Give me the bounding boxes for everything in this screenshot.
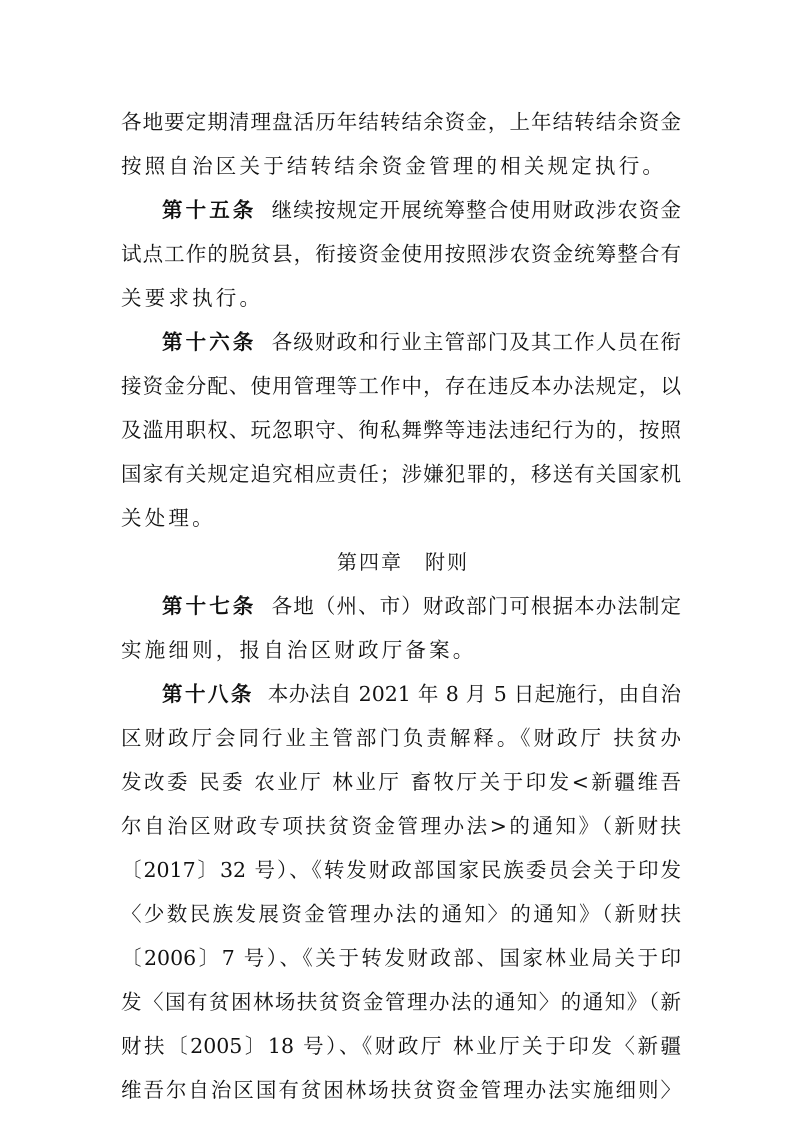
text-line: 国家有关规定追究相应责任；涉嫌犯罪的，移送有关国家机 (121, 462, 681, 486)
article-15-label: 第十五条 (162, 198, 257, 222)
text-line: 发〈国有贫困林场扶贫资金管理办法的通知〉的通知》（新 (121, 990, 681, 1014)
chapter-heading (121, 540, 681, 584)
text-line: 维吾尔自治区国有贫困林场扶贫资金管理办法实施细则〉 (121, 1078, 681, 1102)
text-line: 试点工作的脱贫县，衔接资金使用按照涉农资金统筹整合有 (121, 242, 681, 266)
text-line: 接资金分配、使用管理等工作中，存在违反本办法规定，以 (121, 374, 681, 398)
article-17-text: 各地（州、市）财政部门可根据本办法制定 (271, 594, 682, 618)
article-18-first-line (121, 672, 681, 716)
article-18-label: 第十八条 (162, 682, 254, 706)
text-line: 实施细则，报自治区财政厅备案。 (121, 638, 477, 662)
text-line: 发改委 民委 农业厅 林业厅 畜牧厅关于印发<新疆维吾 (121, 770, 681, 794)
article-16-label: 第十六条 (162, 330, 257, 354)
text-line: 按照自治区关于结转结余资金管理的相关规定执行。 (121, 154, 667, 178)
article-16-first-line (121, 320, 681, 364)
article-16-text: 各级财政和行业主管部门及其工作人员在衔 (271, 330, 682, 354)
text-line: 〔2006〕7 号）、《关于转发财政部、国家林业局关于印 (121, 946, 681, 970)
text-line: 〈少数民族发展资金管理办法的通知〉的通知》（新财扶 (121, 902, 681, 926)
text-line: 尔自治区财政专项扶贫资金管理办法>的通知》（新财扶 (121, 814, 681, 838)
article-17-label: 第十七条 (162, 594, 257, 618)
document-body (121, 100, 681, 1112)
text-line: 各地要定期清理盘活历年结转结余资金，上年结转结余资金 (121, 110, 681, 134)
text-line: 关要求执行。 (121, 286, 264, 310)
text-line: 〔2017〕32 号）、《转发财政部国家民族委员会关于印发 (121, 858, 681, 882)
text-line: 及滥用职权、玩忽职守、徇私舞弊等违法违纪行为的，按照 (121, 418, 681, 442)
article-15-first-line (121, 188, 681, 232)
text-line: 关处理。 (121, 506, 216, 530)
chapter-title: 附则 (425, 550, 469, 574)
article-17-first-line (121, 584, 681, 628)
text-line: 区财政厅会同行业主管部门负责解释。《财政厅 扶贫办 (121, 726, 681, 750)
chapter-number: 第四章 (337, 550, 403, 574)
article-15-text: 继续按规定开展统筹整合使用财政涉农资金 (271, 198, 682, 222)
text-line: 财扶〔2005〕18 号）、《财政厅 林业厅关于印发〈新疆 (121, 1034, 681, 1058)
article-18-text: 本办法自 2021 年 8 月 5 日起施行，由自治 (267, 682, 681, 706)
